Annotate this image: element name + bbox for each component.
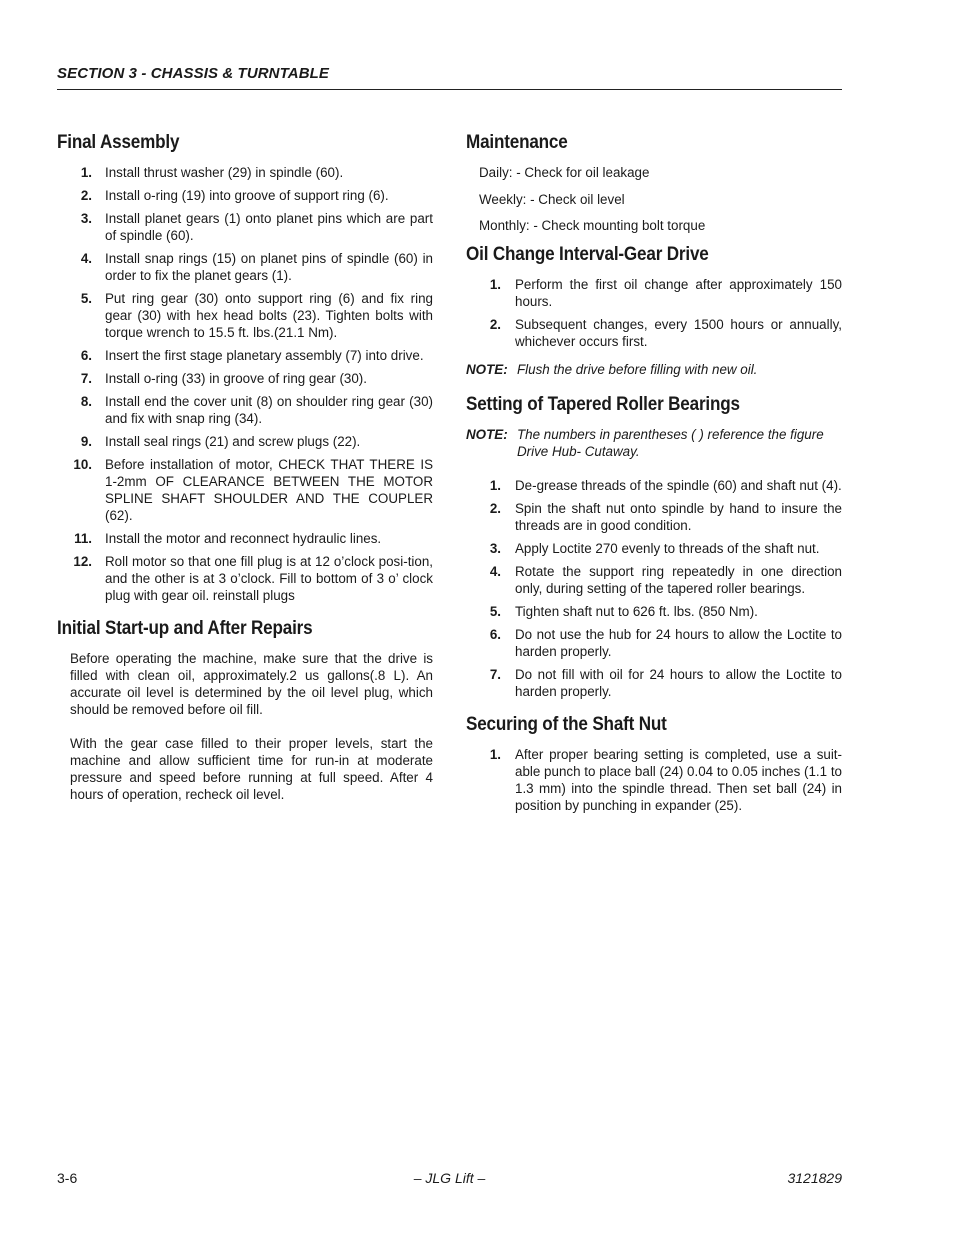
step-number: 12. (73, 554, 92, 569)
note-text: Flush the drive before filling with new oil. (517, 361, 758, 377)
step-number: 5. (80, 291, 92, 306)
securing-nut-heading: Securing of the Shaft Nut (466, 713, 667, 735)
footer-brand: – JLG Lift – (413, 1170, 486, 1186)
right-column (466, 132, 842, 820)
step-text: Rotate the support ring repeatedly in one direction only, during setting of the tapered roller bearings. (515, 563, 842, 596)
step-number: 1. (489, 746, 501, 762)
maintenance-monthly: Monthly: - Check mounting bolt torque (479, 218, 706, 233)
list-item (466, 276, 842, 310)
step-number: 1. (80, 165, 92, 180)
startup-paragraph-1: Before operating the machine, make sure that the drive is filled with clean oil, approximately.2 us gallons(.8 L). An accurate oil level is determined by the oil level plug, which should be removed before oil fill. (70, 651, 433, 717)
list-item (466, 540, 842, 557)
list-item (57, 187, 433, 204)
securing-nut-list (466, 746, 842, 814)
step-text: Install snap rings (15) on planet pins of spindle (60) in order to fix the planet gears (1). (105, 251, 433, 283)
step-number: 6. (489, 626, 501, 642)
list-item (57, 530, 433, 547)
oil-change-note (466, 361, 842, 378)
list-item (57, 290, 433, 341)
list-item (466, 746, 842, 814)
step-number: 2. (489, 316, 501, 332)
tapered-bearings-note (466, 426, 842, 460)
step-number: 10. (73, 457, 92, 472)
list-item (57, 393, 433, 427)
page-number: 3-6 (57, 1170, 78, 1186)
step-text: After proper bearing setting is completed, use a suit-able punch to place ball (24) 0.04 to 0.05 inches (1.1 to 1.3 mm) into the spindle thread. Then set ball (24) in position by punching in expander (25). (515, 746, 842, 813)
step-number: 2. (489, 500, 501, 516)
page-footer (57, 1170, 842, 1190)
step-text: Apply Loctite 270 evenly to threads of the shaft nut. (515, 540, 820, 556)
oil-change-list (466, 276, 842, 350)
list-item (466, 500, 842, 534)
step-number: 3. (489, 540, 501, 556)
step-text: Spin the shaft nut onto spindle by hand to insure the threads are in good condition. (515, 500, 842, 533)
step-number: 7. (80, 371, 92, 386)
note-label: NOTE: (466, 361, 508, 377)
list-item (57, 210, 433, 244)
startup-paragraph-2: With the gear case filled to their proper levels, start the machine and allow sufficient time for run-in at moderate pressure and speed before running at full speed. After 4 hours of operation, recheck oil level. (70, 736, 433, 802)
final-assembly-heading: Final Assembly (57, 132, 180, 153)
step-text: Subsequent changes, every 1500 hours or annually, whichever occurs first. (515, 316, 842, 349)
step-text: Install o-ring (33) in groove of ring gear (30). (105, 371, 367, 386)
note-label: NOTE: (466, 426, 508, 442)
step-text: Install o-ring (19) into groove of support ring (6). (105, 188, 389, 203)
step-text: Install seal rings (21) and screw plugs (22). (105, 434, 361, 449)
oil-change-heading: Oil Change Interval-Gear Drive (466, 243, 709, 265)
list-item (466, 563, 842, 597)
maintenance-weekly: Weekly: - Check oil level (479, 191, 625, 207)
step-text: Do not fill with oil for 24 hours to allow the Loctite to harden properly. (515, 666, 842, 699)
list-item (466, 477, 842, 494)
step-text: De-grease threads of the spindle (60) and shaft nut (4). (515, 477, 842, 493)
list-item (57, 370, 433, 387)
list-item (466, 626, 842, 660)
list-item (466, 603, 842, 620)
step-text: Insert the first stage planetary assembly (7) into drive. (105, 348, 424, 363)
step-number: 1. (489, 276, 501, 292)
step-number: 4. (80, 251, 92, 266)
list-item (57, 347, 433, 364)
step-text: Install the motor and reconnect hydraulic lines. (105, 531, 382, 546)
step-number: 7. (489, 666, 501, 682)
step-number: 5. (489, 603, 501, 619)
step-number: 1. (489, 477, 501, 493)
document-number: 3121829 (787, 1170, 842, 1186)
step-number: 9. (80, 434, 92, 449)
note-text: The numbers in parentheses ( ) reference the figure Drive Hub- Cutaway. (517, 426, 824, 459)
step-text: Put ring gear (30) onto support ring (6) and fix ring gear (30) with hex head bolts (23). Tighten bolts with torque wrench to 15.5 ft. lbs.(21.1 Nm). (105, 291, 433, 340)
page-header (57, 65, 842, 90)
section-title: SECTION 3 - CHASSIS & TURNTABLE (57, 65, 330, 82)
list-item (466, 316, 842, 350)
initial-startup-heading: Initial Start-up and After Repairs (57, 618, 313, 639)
step-text: Tighten shaft nut to 626 ft. lbs. (850 Nm). (515, 603, 758, 619)
maintenance-heading: Maintenance (466, 132, 568, 153)
list-item (57, 433, 433, 450)
step-text: Roll motor so that one fill plug is at 12 o’clock posi-tion, and the other is at 3 o’clock. Fill to bottom of 3 o’ clock plug with gear oil. reinstall plugs (105, 554, 433, 603)
tapered-bearings-heading: Setting of Tapered Roller Bearings (466, 393, 740, 415)
list-item (57, 553, 433, 604)
step-number: 2. (80, 188, 92, 203)
list-item (57, 164, 433, 181)
maintenance-daily: Daily: - Check for oil leakage (479, 165, 650, 180)
step-number: 4. (489, 563, 501, 579)
step-text: Before installation of motor, CHECK THAT THERE IS 1-2mm OF CLEARANCE BETWEEN THE MOTOR SPLINE SHAFT SHOULDER AND THE COUPLER (62). (105, 457, 433, 523)
step-text: Install planet gears (1) onto planet pins which are part of spindle (60). (105, 211, 433, 243)
tapered-bearings-list (466, 477, 842, 700)
list-item (466, 666, 842, 700)
list-item (57, 456, 433, 524)
list-item (57, 250, 433, 284)
step-number: 11. (74, 531, 92, 546)
step-text: Install thrust washer (29) in spindle (60). (105, 165, 344, 180)
step-number: 3. (80, 211, 92, 226)
final-assembly-list (57, 164, 433, 604)
left-column (57, 132, 433, 803)
step-number: 6. (80, 348, 92, 363)
step-text: Install end the cover unit (8) on shoulder ring gear (30) and fix with snap ring (34). (105, 394, 433, 426)
step-number: 8. (80, 394, 92, 409)
step-text: Do not use the hub for 24 hours to allow the Loctite to harden properly. (515, 626, 842, 659)
step-text: Perform the first oil change after approximately 150 hours. (515, 276, 842, 309)
